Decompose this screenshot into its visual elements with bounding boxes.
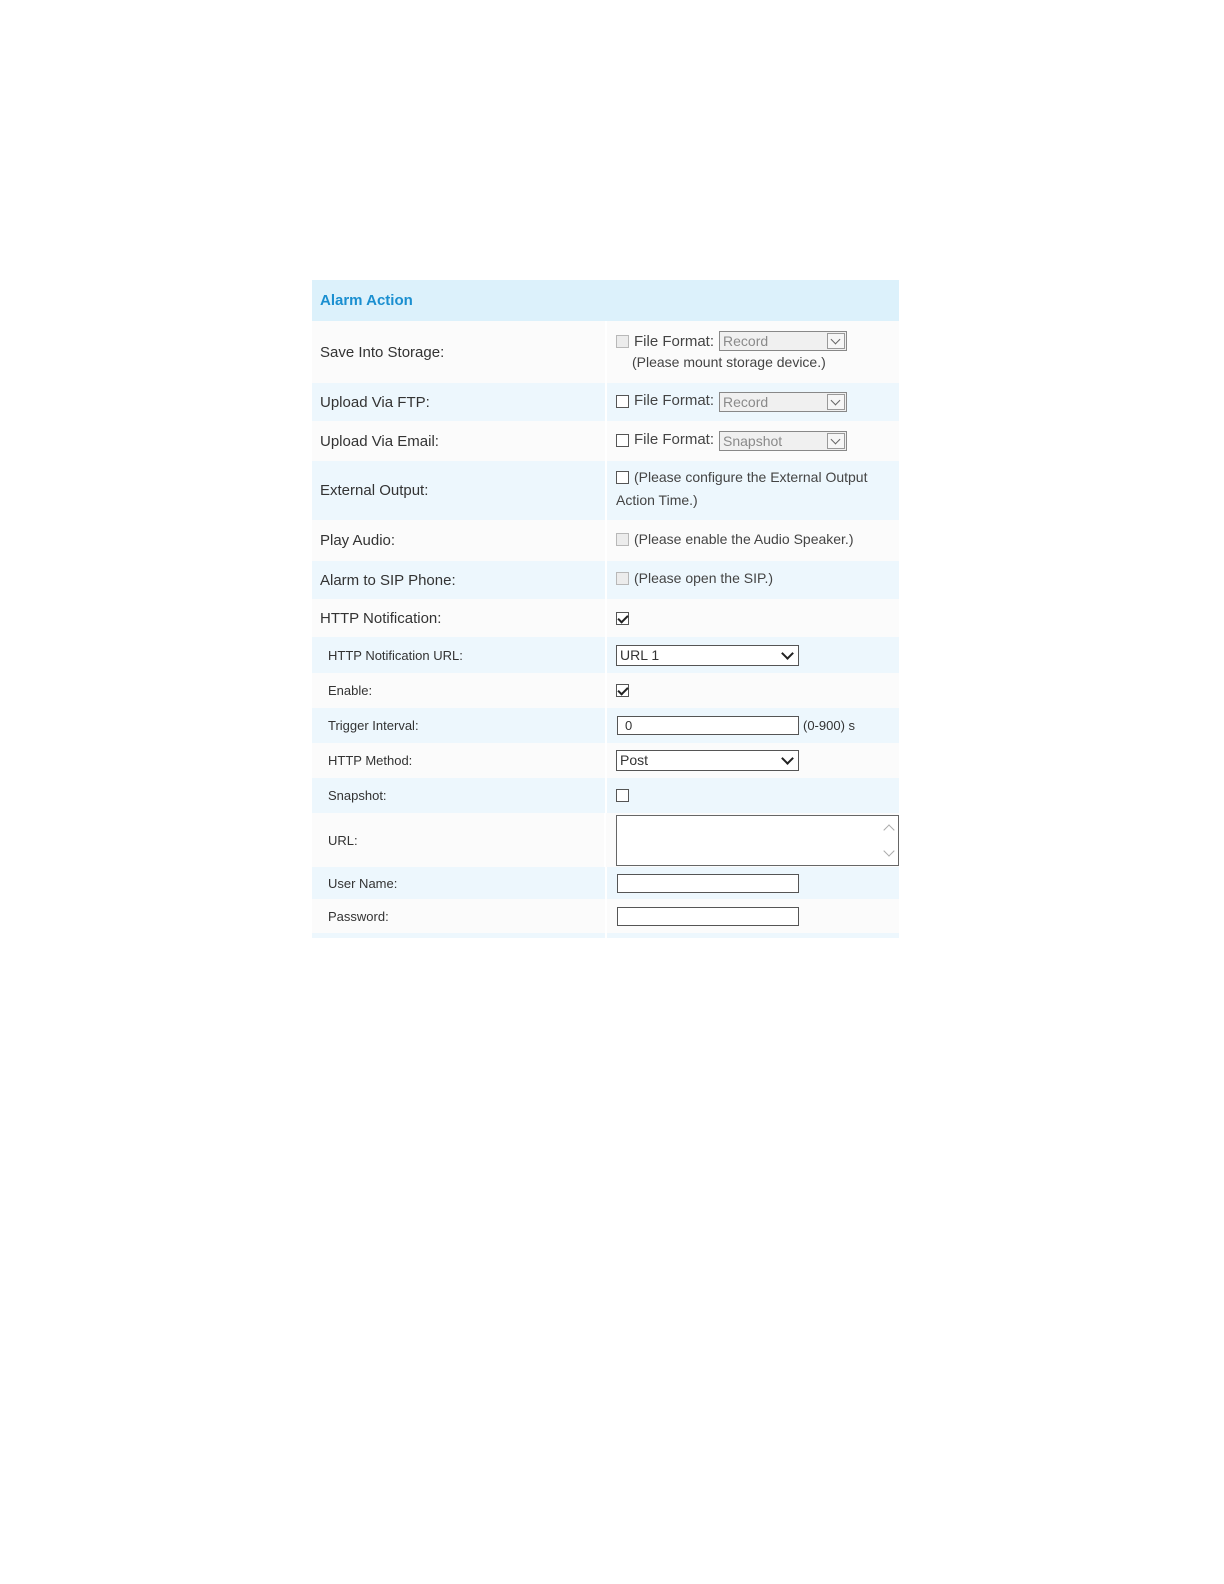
password-value <box>607 899 899 933</box>
file-format-label: File Format: <box>634 431 715 448</box>
http-notification-value <box>607 599 899 637</box>
file-format-value: Record <box>723 394 769 410</box>
row-play-audio <box>312 520 899 561</box>
row-password <box>312 899 899 933</box>
external-output-checkbox[interactable] <box>616 471 629 484</box>
password-label: Password: <box>328 908 389 924</box>
panel-bottom-strip <box>312 933 899 938</box>
alarm-to-sip-phone-label: Alarm to SIP Phone: <box>320 571 456 589</box>
upload-via-email-value <box>607 421 899 461</box>
scroll-up-icon[interactable] <box>883 824 894 835</box>
row-user-name <box>312 867 899 899</box>
file-format-label: File Format: <box>634 332 715 350</box>
file-format-value: Record <box>723 333 769 349</box>
file-format-label: File Format: <box>634 392 715 409</box>
enable-checkbox[interactable] <box>616 684 629 697</box>
http-method-selected: Post <box>620 752 649 768</box>
user-name-label: User Name: <box>328 875 398 891</box>
user-name-value <box>607 867 899 899</box>
trigger-interval-label: Trigger Interval: <box>328 718 419 733</box>
save-into-storage-label: Save Into Storage: <box>320 343 445 361</box>
save-into-storage-file-format-select[interactable] <box>719 331 847 351</box>
http-method-select[interactable] <box>616 750 799 771</box>
upload-via-ftp-file-format-select[interactable] <box>719 392 847 412</box>
trigger-interval-range: (0-900) s <box>803 718 856 733</box>
alarm-action-panel <box>312 280 899 938</box>
row-trigger-interval <box>312 708 899 743</box>
row-save-into-storage <box>312 321 899 383</box>
external-output-note-line2: Action Time.) <box>616 492 698 508</box>
panel-header <box>312 280 899 321</box>
external-output-value <box>607 461 899 520</box>
play-audio-value <box>607 520 899 561</box>
url-value <box>606 813 899 867</box>
enable-value <box>607 673 899 708</box>
user-name-input[interactable] <box>617 874 799 893</box>
row-url <box>312 813 899 867</box>
row-http-notification-url <box>312 637 899 673</box>
alarm-to-sip-phone-value <box>607 561 899 599</box>
row-http-method <box>312 743 899 778</box>
chevron-down-icon <box>827 333 845 349</box>
row-upload-via-email <box>312 421 899 461</box>
external-output-label: External Output: <box>320 482 429 499</box>
play-audio-label: Play Audio: <box>320 532 396 549</box>
http-notification-url-select[interactable] <box>616 645 799 666</box>
snapshot-checkbox[interactable] <box>616 789 629 802</box>
chevron-down-icon <box>827 394 845 410</box>
save-into-storage-checkbox[interactable] <box>616 335 629 348</box>
alarm-to-sip-phone-note: (Please open the SIP.) <box>634 570 774 586</box>
snapshot-label: Snapshot: <box>328 788 387 803</box>
trigger-interval-input[interactable]: 0 <box>617 716 799 735</box>
upload-via-email-file-format-select[interactable] <box>719 431 847 451</box>
chevron-down-icon <box>827 433 845 449</box>
panel-title: Alarm Action <box>320 292 413 309</box>
http-method-label: HTTP Method: <box>328 753 413 768</box>
upload-via-ftp-checkbox[interactable] <box>616 395 629 408</box>
alarm-to-sip-phone-checkbox[interactable] <box>616 572 629 585</box>
http-notification-checkbox[interactable] <box>616 612 629 625</box>
file-format-value: Snapshot <box>723 433 783 449</box>
url-textarea[interactable] <box>616 815 899 866</box>
trigger-interval-value <box>607 708 899 743</box>
row-snapshot <box>312 778 899 813</box>
snapshot-value <box>607 778 899 813</box>
http-method-value <box>607 743 899 778</box>
upload-via-email-checkbox[interactable] <box>616 434 629 447</box>
row-upload-via-ftp <box>312 383 899 421</box>
http-notification-url-value <box>607 637 899 673</box>
http-notification-url-selected: URL 1 <box>620 646 660 663</box>
row-http-notification <box>312 599 899 637</box>
play-audio-checkbox[interactable] <box>616 533 629 546</box>
http-notification-url-label: HTTP Notification URL: <box>328 647 463 663</box>
password-input[interactable] <box>617 907 799 926</box>
storage-note: (Please mount storage device.) <box>632 354 826 370</box>
url-label: URL: <box>328 832 358 848</box>
row-enable <box>312 673 899 708</box>
http-notification-label: HTTP Notification: <box>320 609 442 627</box>
row-external-output <box>312 461 899 520</box>
enable-label: Enable: <box>328 683 373 698</box>
scroll-down-icon[interactable] <box>883 845 894 856</box>
upload-via-ftp-value <box>607 383 899 421</box>
row-alarm-to-sip-phone <box>312 561 899 599</box>
external-output-note-line1: (Please configure the External Output <box>634 469 868 485</box>
save-into-storage-value <box>607 321 899 383</box>
upload-via-ftp-label: Upload Via FTP: <box>320 393 430 411</box>
play-audio-note: (Please enable the Audio Speaker.) <box>634 531 854 547</box>
upload-via-email-label: Upload Via Email: <box>320 432 439 450</box>
